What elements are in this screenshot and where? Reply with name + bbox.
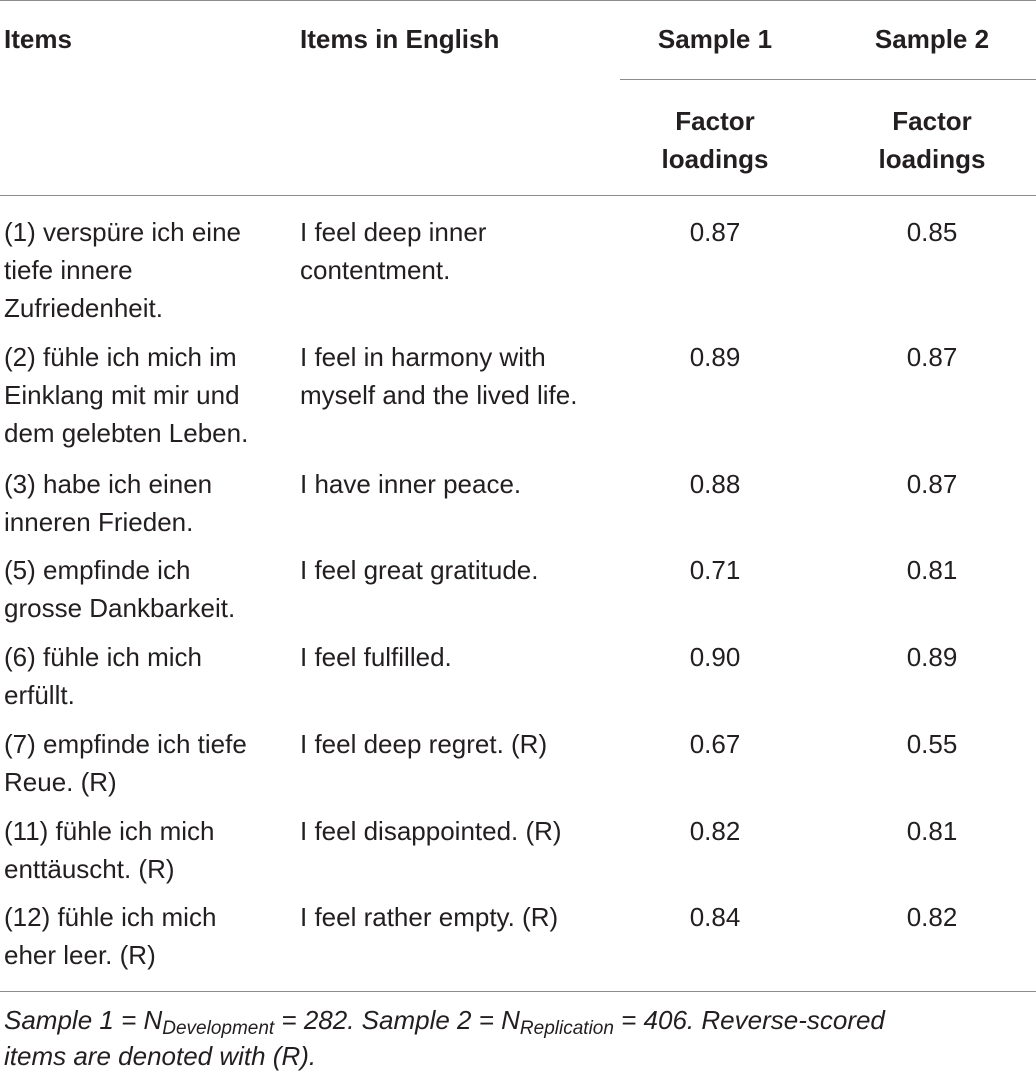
header-items: Items: [4, 24, 72, 54]
sample-2-loading: 0.87: [906, 469, 958, 499]
german-item-text: (11) fühle ich mich: [4, 816, 215, 846]
german-item-text: (6) fühle ich mich: [4, 642, 202, 672]
sample-2-loading: 0.89: [906, 642, 958, 672]
german-item-text: dem gelebten Leben.: [4, 418, 249, 448]
english-item-text: contentment.: [300, 255, 451, 285]
sample-1-loading: 0.89: [689, 342, 741, 372]
sample-1-loading: 0.87: [689, 217, 741, 247]
header-sample-2: Sample 2: [874, 24, 990, 54]
sample-2-loading: 0.81: [906, 816, 958, 846]
footnote-subscript-development: Development: [162, 1018, 275, 1039]
german-item-text: enttäuscht. (R): [4, 854, 175, 884]
german-item-text: eher leer. (R): [4, 940, 156, 970]
english-item-text: I feel fulfilled.: [300, 642, 452, 672]
table-top-rule: [0, 0, 1036, 1]
footnote-line-1: [4, 1002, 1034, 1038]
english-item-text: myself and the lived life.: [300, 380, 578, 410]
header-items-english: Items in English: [300, 24, 500, 54]
footnote-subscript-replication: Replication: [519, 1018, 614, 1039]
table-footnote: [4, 1002, 1034, 1074]
header-factor-loadings-2-line1: Factor: [892, 106, 972, 136]
english-item-text: I feel disappointed. (R): [300, 816, 562, 846]
english-item-text: I feel deep regret. (R): [300, 729, 548, 759]
sample-1-loading: 0.84: [689, 902, 741, 932]
german-item-text: Einklang mit mir und: [4, 380, 240, 410]
english-item-text: I feel deep inner: [300, 217, 487, 247]
english-item-text: I feel rather empty. (R): [300, 902, 559, 932]
sample-1-loading: 0.67: [689, 729, 741, 759]
sample-1-loading: 0.90: [689, 642, 741, 672]
sample-2-loading: 0.55: [906, 729, 958, 759]
german-item-text: Reue. (R): [4, 767, 117, 797]
sample-1-loading: 0.88: [689, 469, 741, 499]
header-sample-1: Sample 1: [657, 24, 773, 54]
sample-1-loading: 0.71: [689, 555, 741, 585]
german-item-text: (2) fühle ich mich im: [4, 342, 237, 372]
footnote-text: = 406. Reverse-scored: [613, 1005, 885, 1035]
english-item-text: I feel in harmony with: [300, 342, 546, 372]
header-factor-loadings-1-line1: Factor: [675, 106, 755, 136]
german-item-text: inneren Frieden.: [4, 507, 194, 537]
header-factor-loadings-1-line2: loadings: [661, 144, 769, 174]
footnote-text: Sample 1 = N: [4, 1005, 163, 1035]
german-item-text: (5) empfinde ich: [4, 555, 191, 585]
header-sub-rule: [620, 79, 1036, 80]
german-item-text: erfüllt.: [4, 680, 75, 710]
footnote-text: = 282. Sample 2 = N: [274, 1005, 520, 1035]
english-item-text: I feel great gratitude.: [300, 555, 539, 585]
sample-2-loading: 0.85: [906, 217, 958, 247]
sample-1-loading: 0.82: [689, 816, 741, 846]
german-item-text: (12) fühle ich mich: [4, 902, 217, 932]
german-item-text: Zufriedenheit.: [4, 293, 163, 323]
german-item-text: (7) empfinde ich tiefe: [4, 729, 247, 759]
sample-2-loading: 0.81: [906, 555, 958, 585]
sample-2-loading: 0.82: [906, 902, 958, 932]
german-item-text: (1) verspüre ich eine: [4, 217, 241, 247]
header-bottom-rule: [0, 195, 1036, 196]
table-bottom-rule: [0, 991, 1036, 992]
german-item-text: tiefe innere: [4, 255, 133, 285]
sample-2-loading: 0.87: [906, 342, 958, 372]
footnote-line-2: items are denoted with (R).: [4, 1041, 317, 1071]
german-item-text: (3) habe ich einen: [4, 469, 213, 499]
header-factor-loadings-2-line2: loadings: [878, 144, 986, 174]
german-item-text: grosse Dankbarkeit.: [4, 593, 236, 623]
english-item-text: I have inner peace.: [300, 469, 522, 499]
